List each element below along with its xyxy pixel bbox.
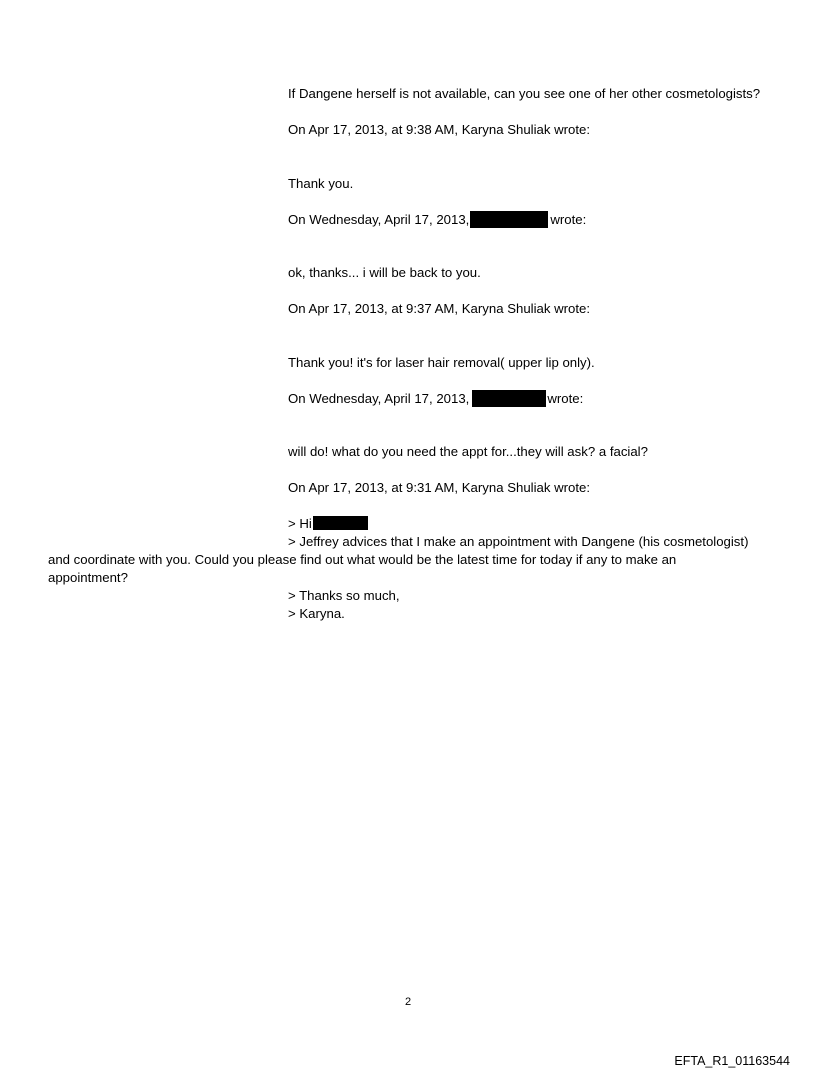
redaction-box — [313, 516, 368, 530]
redaction-box — [470, 211, 548, 228]
email-quote-header — [288, 390, 583, 407]
email-quote-header: On Apr 17, 2013, at 9:38 AM, Karyna Shuliak wrote: — [288, 122, 591, 137]
email-line: If Dangene herself is not available, can you see one of her other cosmetologists? — [288, 86, 761, 101]
email-line: appointment? — [48, 570, 128, 585]
redaction-box — [472, 390, 546, 407]
header-suffix: wrote: — [547, 391, 584, 406]
header-prefix: On Wednesday, April 17, 2013, — [288, 212, 470, 227]
email-line: > Karyna. — [288, 606, 345, 621]
header-suffix: wrote: — [550, 212, 587, 227]
email-quote-header: On Apr 17, 2013, at 9:31 AM, Karyna Shuliak wrote: — [288, 480, 591, 495]
email-line: will do! what do you need the appt for...they will ask? a facial? — [288, 444, 648, 459]
greeting: > Hi — [288, 516, 312, 531]
page-number: 2 — [404, 996, 412, 1008]
email-quote-header — [288, 211, 586, 228]
header-prefix: On Wednesday, April 17, 2013, — [288, 391, 470, 406]
bates-number: EFTA_R1_01163544 — [674, 1054, 790, 1068]
email-line: > Thanks so much, — [288, 588, 400, 603]
email-line: > Jeffrey advices that I make an appointment with Dangene (his cosmetologist) — [288, 534, 749, 549]
email-line: Thank you! it's for laser hair removal( upper lip only). — [288, 355, 595, 370]
email-line: ok, thanks... i will be back to you. — [288, 265, 481, 280]
email-quote-header: On Apr 17, 2013, at 9:37 AM, Karyna Shuliak wrote: — [288, 301, 591, 316]
email-line — [288, 515, 368, 532]
email-line: Thank you. — [288, 176, 354, 191]
email-line: and coordinate with you. Could you please find out what would be the latest time for today if any to make an — [48, 552, 677, 567]
